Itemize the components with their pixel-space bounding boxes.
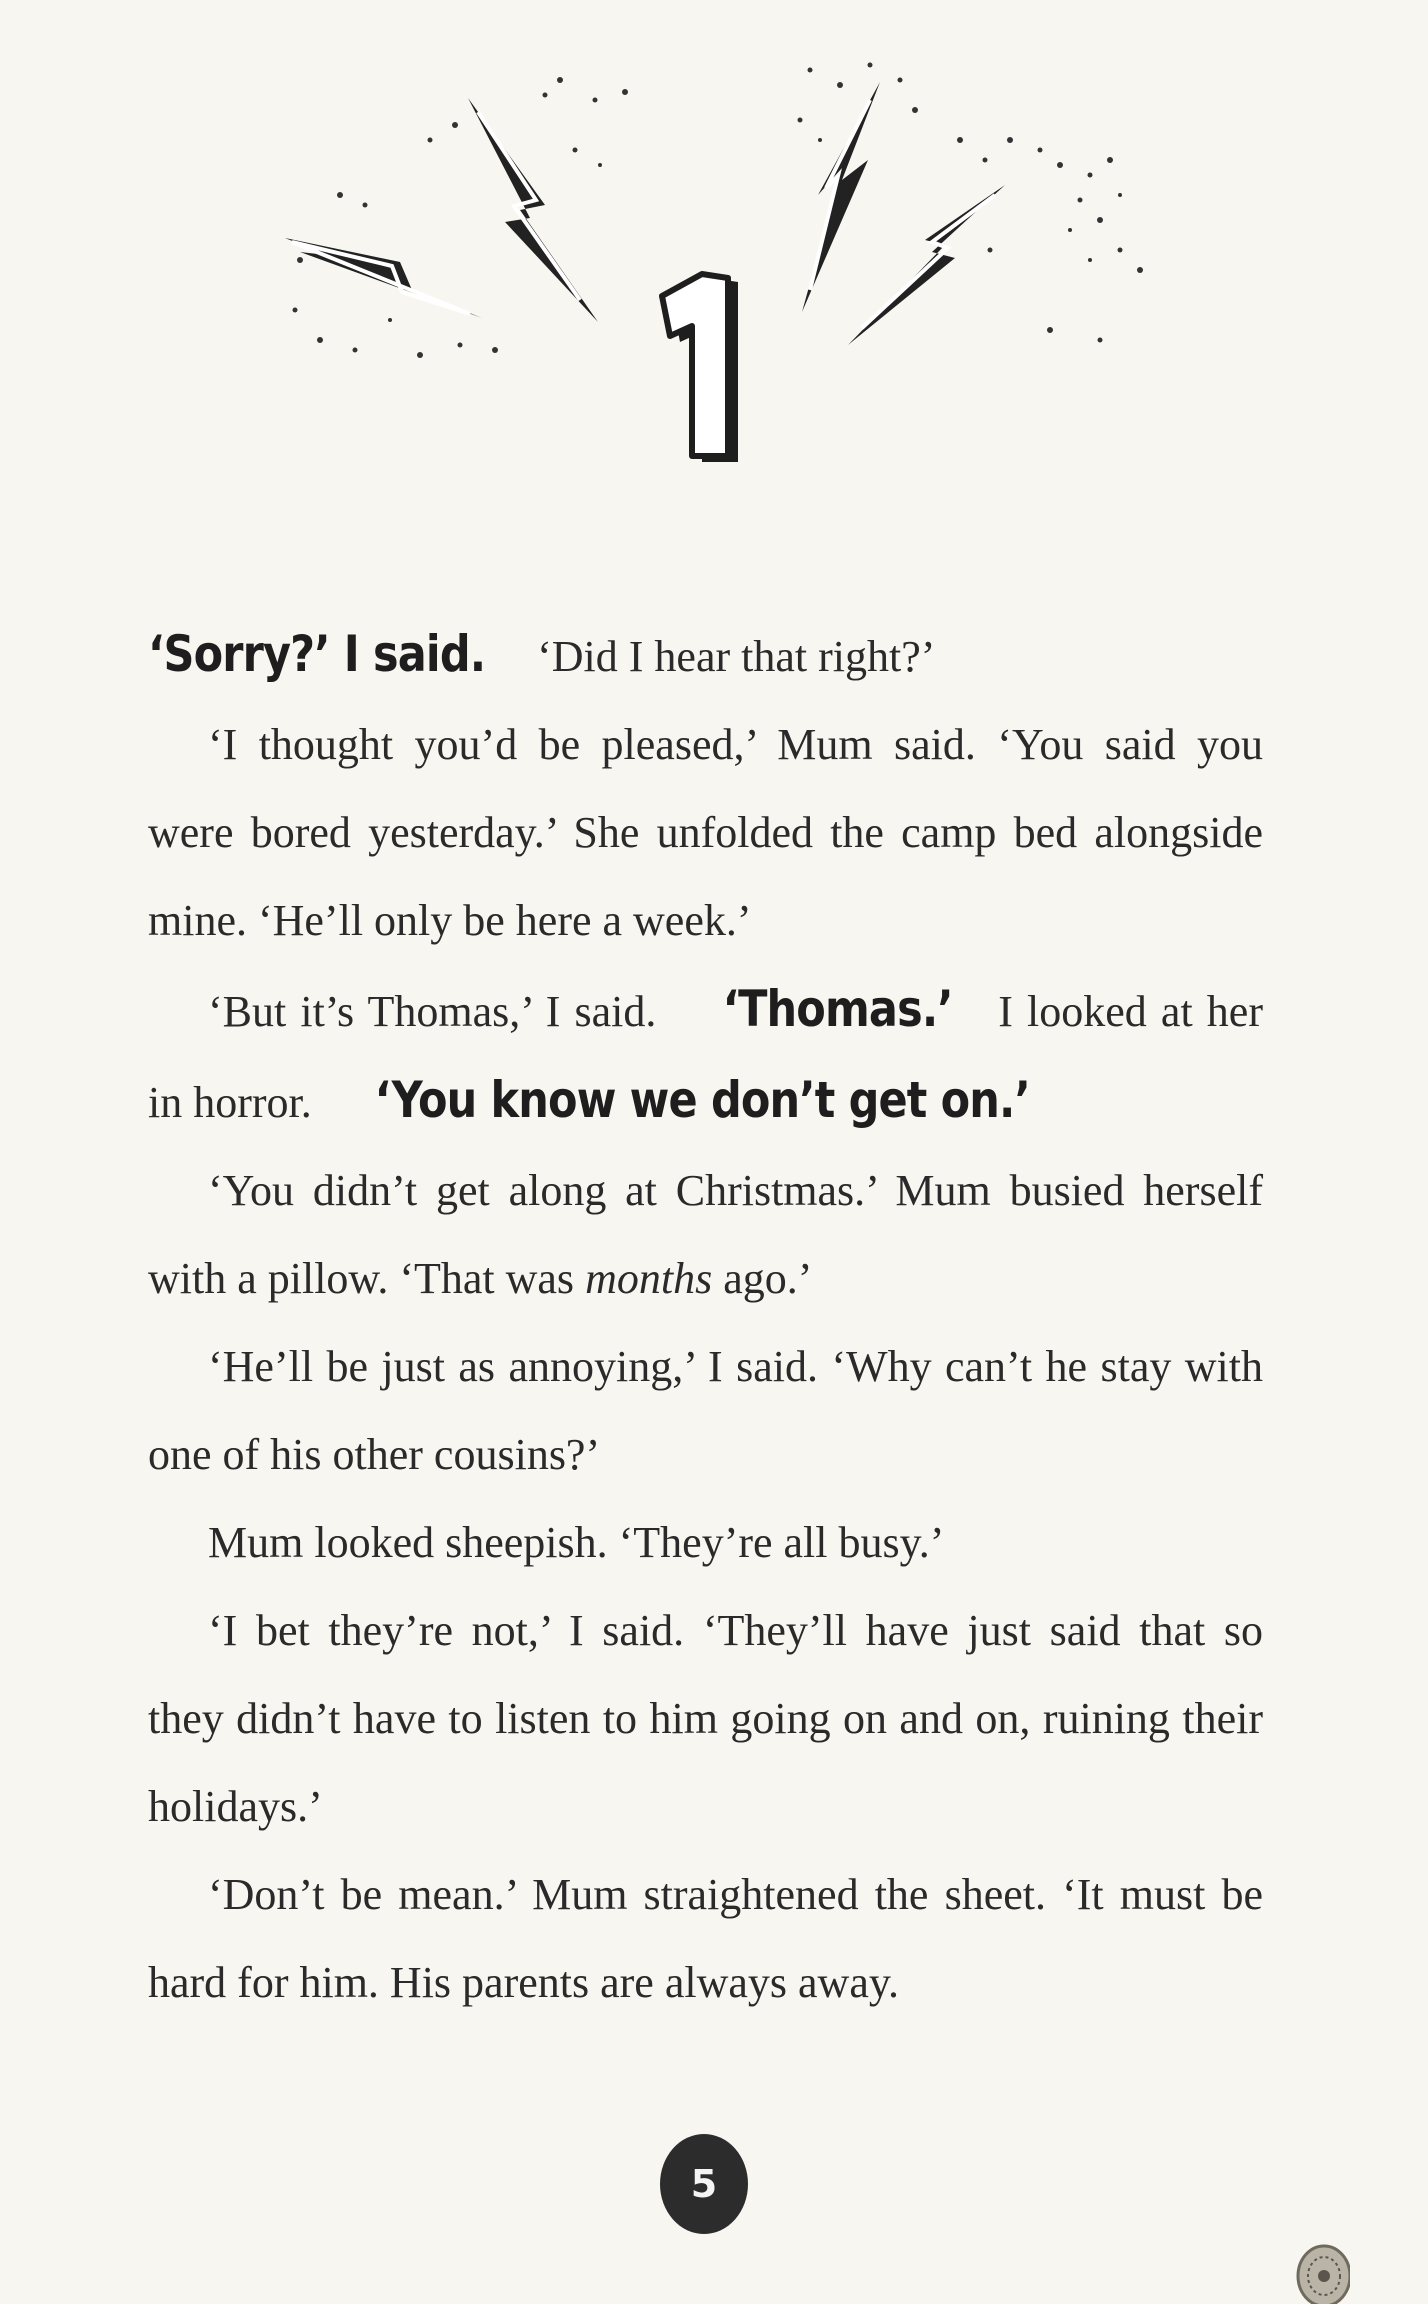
chapter-header-art xyxy=(0,0,1428,560)
paragraph xyxy=(148,1587,1263,1851)
body-text: ‘You didn’t get along at Christmas.’ Mum busied herself with a pillow. ‘That was xyxy=(148,1166,1263,1303)
body-text: ‘Did I hear that right?’ xyxy=(526,632,936,681)
lightning-bolt-icon xyxy=(802,82,880,312)
body-text: ‘But it’s Thomas,’ I said. xyxy=(208,987,671,1036)
chapter-text xyxy=(148,610,1263,2027)
emphasis-text: months xyxy=(585,1254,713,1303)
body-text: ‘Don’t be mean.’ Mum straightened the sheet. ‘It must be hard for him. His parents are always away. xyxy=(148,1870,1263,2007)
paragraph xyxy=(148,1851,1263,2027)
chapter-number-graphic xyxy=(662,274,738,462)
lightning-bolt-icon xyxy=(848,185,1005,345)
paragraph xyxy=(148,1323,1263,1499)
paragraph xyxy=(148,965,1263,1147)
body-text: ‘I thought you’d be pleased,’ Mum said. ‘You said you were bored yesterday.’ She unfolded the camp bed alongside mine. ‘He’ll only be here a week.’ xyxy=(148,720,1263,945)
shouted-text: ‘Sorry?’ I said. xyxy=(148,625,486,683)
body-text: Mum looked sheepish. ‘They’re all busy.’ xyxy=(208,1518,945,1567)
lightning-bolt-icon xyxy=(468,98,598,322)
shouted-text: ‘Thomas.’ xyxy=(722,980,953,1038)
paragraph xyxy=(148,610,1263,701)
body-text: I looked at her in horror. xyxy=(148,987,1263,1127)
paragraph xyxy=(148,1499,1263,1587)
page-number: 5 xyxy=(660,2134,748,2234)
body-text: ‘He’ll be just as annoying,’ I said. ‘Why can’t he stay with one of his other cousins?’ xyxy=(148,1342,1263,1479)
lightning-bolt-icon xyxy=(285,238,482,318)
badge-icon xyxy=(1290,2230,1350,2304)
paragraph xyxy=(148,701,1263,965)
paragraph xyxy=(148,1147,1263,1323)
body-text: ‘I bet they’re not,’ I said. ‘They’ll have just said that so they didn’t have to listen to him going on and on, ruining their holidays.’ xyxy=(148,1606,1263,1831)
body-text: ago.’ xyxy=(712,1254,813,1303)
shouted-text: ‘You know we don’t get on.’ xyxy=(374,1071,1030,1129)
